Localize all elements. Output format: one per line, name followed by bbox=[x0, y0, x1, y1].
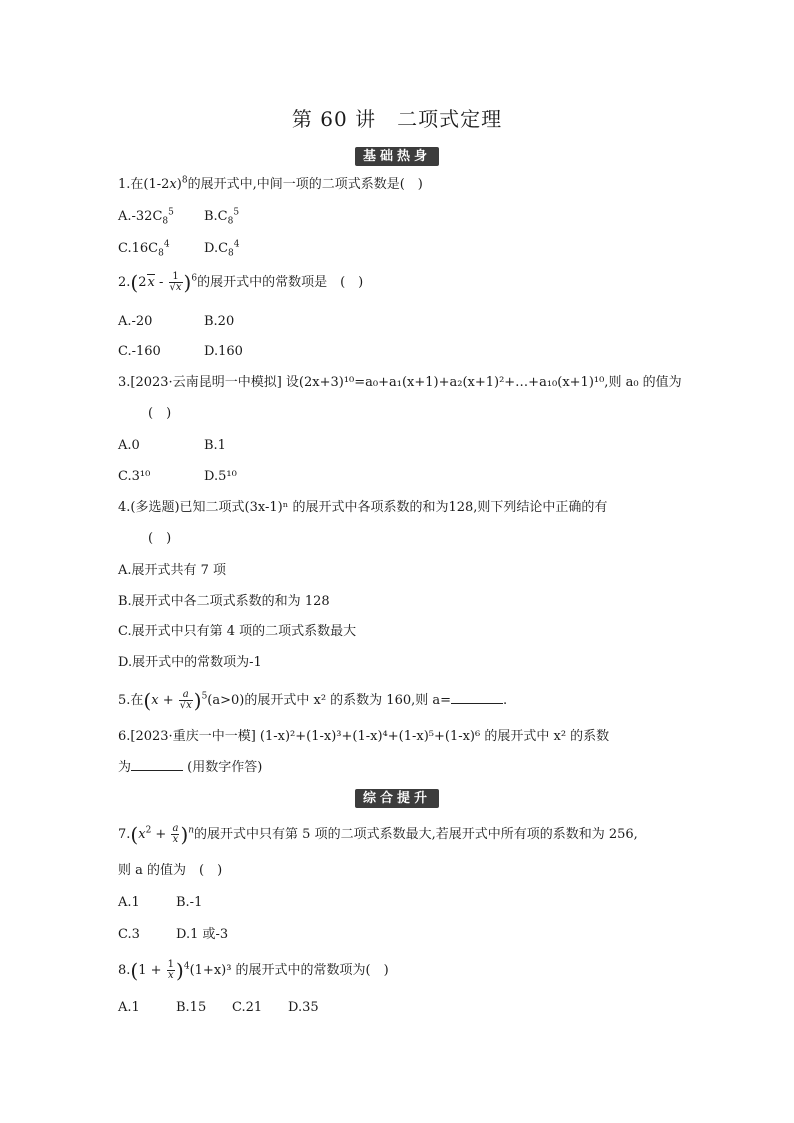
q7-option-b: B.-1 bbox=[176, 895, 203, 910]
question-2: 2.(2x - $\frac{1}{√x}$ )$^6$的展开式中的常数项是 ( ) bbox=[118, 270, 364, 295]
q4-option-a: A.展开式共有 7 项 bbox=[118, 563, 227, 578]
q7-option-c: C.3 bbox=[118, 927, 140, 942]
section-badge-basic: 基础热身 bbox=[355, 147, 439, 166]
q8-option-a: A.1 bbox=[118, 1000, 140, 1015]
section-badge-advanced: 综合提升 bbox=[355, 789, 439, 808]
q1-option-c: $C.16C_8^4$ bbox=[118, 239, 170, 259]
question-6: 6.[2023·重庆一中一模] (1-x)²+(1-x)³+(1-x)⁴+(1-x)⁵+(1-x)⁶ 的展开式中 x² 的系数 bbox=[118, 729, 610, 744]
q1-option-b: $B.C_8^5$ bbox=[204, 207, 240, 227]
q8-option-c: C.21 bbox=[232, 1000, 263, 1015]
question-7: $7.(x^2$ + $\frac{a}{x}$ )$^n$的展开式中只有第 5 项的二项式系数最大,若展开式中所有项的系数和为 256, bbox=[118, 822, 638, 847]
q2-option-b: B.20 bbox=[204, 314, 235, 329]
q4-option-b: B.展开式中各二项式系数的和为 128 bbox=[118, 594, 330, 609]
q4-answer-paren: ( ) bbox=[148, 531, 172, 546]
q3-option-c: C.3¹⁰ bbox=[118, 469, 151, 484]
q3-option-a: A.0 bbox=[118, 438, 140, 453]
q2-option-a: A.-20 bbox=[118, 314, 153, 329]
q2-option-c: C.-160 bbox=[118, 344, 161, 359]
q5-answer-blank[interactable] bbox=[451, 691, 503, 704]
q7-option-a: A.1 bbox=[118, 895, 140, 910]
question-7-line-2: 则 a 的值为 ( ) bbox=[118, 863, 223, 878]
question-6-line-2: 为 (用数字作答) bbox=[118, 760, 263, 775]
q8-option-d: D.35 bbox=[288, 1000, 319, 1015]
q4-option-d: D.展开式中的常数项为-1 bbox=[118, 655, 262, 670]
q1-option-d: $D.C_8^4$ bbox=[204, 239, 240, 259]
question-3: 3.[2023·云南昆明一中模拟] 设(2x+3)¹⁰=a₀+a₁(x+1)+a₂(x+1)²+…+a₁₀(x+1)¹⁰,则 a₀ 的值为 bbox=[118, 375, 682, 390]
q1-option-a: $A.-32C_8^5$ bbox=[118, 207, 174, 227]
question-1: 1.在$(1-2x)^8$的展开式中,中间一项的二项式系数是( ) bbox=[118, 175, 423, 192]
page-title: 第 60 讲 二项式定理 bbox=[291, 107, 503, 131]
q3-answer-paren: ( ) bbox=[148, 406, 172, 421]
question-4: 4.(多选题)已知二项式(3x-1)ⁿ 的展开式中各项系数的和为128,则下列结论中正确的有 bbox=[118, 500, 608, 515]
question-5: 5.在(x + $\frac{a}{√x}$ )$^5$(a>0)的展开式中 x² 的系数为 160,则 a= . bbox=[118, 688, 508, 713]
q3-option-b: B.1 bbox=[204, 438, 226, 453]
q3-option-d: D.5¹⁰ bbox=[204, 469, 237, 484]
q7-option-d: D.1 或-3 bbox=[176, 927, 229, 942]
q6-answer-blank[interactable] bbox=[131, 758, 183, 771]
q2-option-d: D.160 bbox=[204, 344, 243, 359]
question-8: 8.(1 + $\frac{1}{x}$ )$^4$(1+x)³ 的展开式中的常数项为( ) bbox=[118, 958, 389, 983]
q4-option-c: C.展开式中只有第 4 项的二项式系数最大 bbox=[118, 624, 357, 639]
q8-option-b: B.15 bbox=[176, 1000, 207, 1015]
